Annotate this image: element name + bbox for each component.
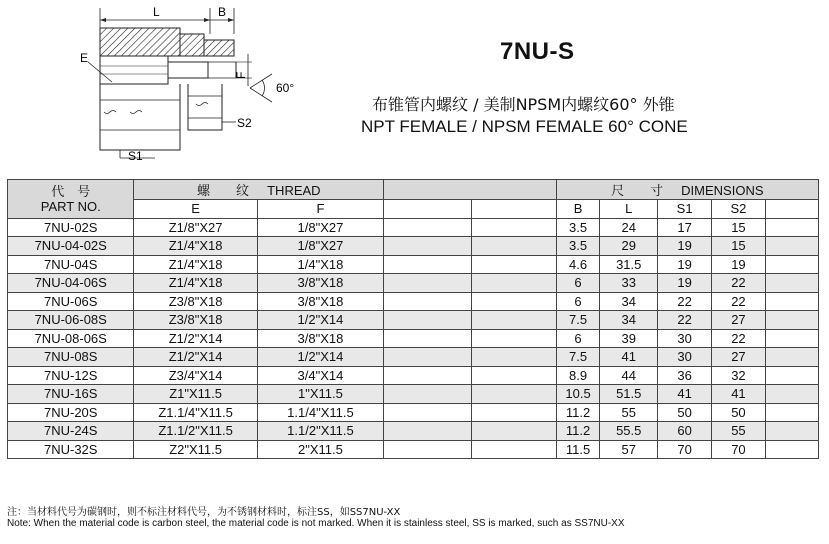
cell-s1: 22 (657, 311, 711, 330)
col-header-f: F (257, 200, 383, 219)
cell-s2: 70 (712, 440, 765, 459)
table-row (8, 403, 819, 422)
cell-blank (471, 403, 556, 422)
cell-blank (765, 366, 818, 385)
cell-thread-e: Z2"X11.5 (134, 440, 257, 459)
cell-part-no: 7NU-04-06S (8, 274, 134, 293)
header-thread-cn: 螺 纹 (197, 183, 250, 198)
col-header-s1: S1 (657, 200, 711, 219)
cell-b: 7.5 (556, 348, 600, 367)
header-blank-1 (384, 180, 556, 200)
cell-part-no: 7NU-32S (8, 440, 134, 459)
product-subtitle-en: NPT FEMALE / NPSM FEMALE 60° CONE (361, 117, 688, 136)
header-part-no (8, 180, 134, 219)
table-row (8, 348, 819, 367)
cell-blank (384, 366, 472, 385)
cell-blank (765, 348, 818, 367)
dim-label-s1: S1 (128, 149, 143, 163)
cell-l: 33 (600, 274, 657, 293)
cell-l: 44 (600, 366, 657, 385)
table-row (8, 274, 819, 293)
header-thread (134, 180, 384, 200)
cell-s1: 41 (657, 385, 711, 404)
cell-blank (765, 385, 818, 404)
col-header-e: E (134, 200, 257, 219)
cell-s2: 15 (712, 218, 765, 237)
cell-thread-f: 3/4"X14 (257, 366, 383, 385)
dim-label-f: F (234, 71, 248, 79)
cell-s1: 17 (657, 218, 711, 237)
table-row (8, 440, 819, 459)
cell-s2: 41 (712, 385, 765, 404)
cell-blank (471, 329, 556, 348)
dim-label-l: L (153, 5, 160, 19)
col-header-blank-a (384, 200, 472, 219)
table-row (8, 255, 819, 274)
cell-thread-e: Z1/8"X27 (134, 218, 257, 237)
cell-thread-e: Z1/4"X18 (134, 274, 257, 293)
cell-s2: 32 (712, 366, 765, 385)
cell-thread-f: 1.1/2"X11.5 (257, 422, 383, 441)
cell-l: 41 (600, 348, 657, 367)
note-cn: 注：当材料代号为碳钢时，则不标注材料代号，为不锈钢材料时，标注SS，如SS7NU-XX (7, 507, 401, 518)
cell-part-no: 7NU-20S (8, 403, 134, 422)
cell-s1: 36 (657, 366, 711, 385)
cell-blank (765, 422, 818, 441)
table-row (8, 329, 819, 348)
cell-blank (471, 218, 556, 237)
cell-thread-f: 1/8"X27 (257, 218, 383, 237)
cell-blank (384, 292, 472, 311)
cell-thread-f: 1/4"X18 (257, 255, 383, 274)
cell-thread-f: 3/8"X18 (257, 292, 383, 311)
cell-s1: 19 (657, 255, 711, 274)
cell-thread-f: 1/2"X14 (257, 311, 383, 330)
col-header-blank-c (765, 200, 818, 219)
cell-thread-f: 3/8"X18 (257, 274, 383, 293)
cell-s2: 22 (712, 292, 765, 311)
cell-part-no: 7NU-04-02S (8, 237, 134, 256)
fitting-drawing (0, 0, 330, 178)
product-title: 7NU-S (500, 38, 575, 65)
cell-b: 6 (556, 274, 600, 293)
header-dim-en: DIMENSIONS (681, 183, 764, 198)
header-thread-en: THREAD (267, 183, 321, 198)
cell-thread-f: 1/8"X27 (257, 237, 383, 256)
cell-thread-f: 1"X11.5 (257, 385, 383, 404)
note-en: Note: When the material code is carbon steel, the material code is not marked. When it is stainless steel, SS is marked, such as SS7NU-XX (7, 518, 625, 529)
header-dim-cn: 尺 寸 (611, 183, 664, 198)
cell-s1: 60 (657, 422, 711, 441)
cell-b: 8.9 (556, 366, 600, 385)
cell-part-no: 7NU-24S (8, 422, 134, 441)
cell-blank (765, 292, 818, 311)
cell-thread-e: Z1/4"X18 (134, 255, 257, 274)
cell-thread-e: Z3/8"X18 (134, 311, 257, 330)
cell-part-no: 7NU-08-06S (8, 329, 134, 348)
table-row (8, 237, 819, 256)
col-header-blank-b (471, 200, 556, 219)
cell-blank (471, 255, 556, 274)
cell-blank (471, 311, 556, 330)
cell-l: 31.5 (600, 255, 657, 274)
cell-blank (471, 348, 556, 367)
cell-part-no: 7NU-16S (8, 385, 134, 404)
cell-s2: 15 (712, 237, 765, 256)
cell-l: 55 (600, 403, 657, 422)
dim-label-b: B (218, 5, 227, 19)
cell-blank (471, 385, 556, 404)
cell-thread-e: Z1"X11.5 (134, 385, 257, 404)
cell-blank (471, 237, 556, 256)
cell-blank (384, 274, 472, 293)
cell-blank (384, 440, 472, 459)
cell-l: 51.5 (600, 385, 657, 404)
col-header-b: B (556, 200, 600, 219)
cell-blank (471, 422, 556, 441)
header-part-cn: 代 号 (51, 183, 91, 199)
cell-l: 24 (600, 218, 657, 237)
cell-part-no: 7NU-08S (8, 348, 134, 367)
cell-thread-e: Z1/2"X14 (134, 348, 257, 367)
dim-label-s2: S2 (237, 116, 252, 130)
cell-s1: 50 (657, 403, 711, 422)
cell-b: 3.5 (556, 218, 600, 237)
table-row (8, 292, 819, 311)
cell-part-no: 7NU-12S (8, 366, 134, 385)
cell-b: 11.2 (556, 422, 600, 441)
cell-blank (384, 255, 472, 274)
cell-s2: 22 (712, 274, 765, 293)
table-row (8, 366, 819, 385)
cell-blank (384, 237, 472, 256)
cell-s1: 70 (657, 440, 711, 459)
cell-blank (384, 385, 472, 404)
cell-s1: 19 (657, 274, 711, 293)
cell-b: 6 (556, 329, 600, 348)
cell-blank (765, 403, 818, 422)
cell-s2: 19 (712, 255, 765, 274)
cell-blank (384, 218, 472, 237)
cell-blank (765, 440, 818, 459)
cell-blank (471, 274, 556, 293)
cell-thread-f: 1/2"X14 (257, 348, 383, 367)
cell-s1: 30 (657, 348, 711, 367)
cell-l: 34 (600, 292, 657, 311)
angle-label: 60° (276, 81, 295, 95)
cell-b: 11.5 (556, 440, 600, 459)
cell-part-no: 7NU-04S (8, 255, 134, 274)
cell-blank (384, 348, 472, 367)
cell-s1: 30 (657, 329, 711, 348)
product-subtitle-cn: 布锥管内螺纹 / 美制NPSM内螺纹60° 外锥 (372, 95, 675, 114)
header-dimensions (556, 180, 818, 200)
dim-label-e: E (80, 51, 89, 65)
cell-s2: 27 (712, 311, 765, 330)
cell-thread-f: 3/8"X18 (257, 329, 383, 348)
cell-blank (384, 311, 472, 330)
cell-blank (471, 440, 556, 459)
cell-part-no: 7NU-02S (8, 218, 134, 237)
fitting-cross-section (0, 0, 330, 178)
cell-blank (384, 329, 472, 348)
cell-thread-e: Z1/2"X14 (134, 329, 257, 348)
cell-b: 10.5 (556, 385, 600, 404)
cell-b: 7.5 (556, 311, 600, 330)
table-row (8, 422, 819, 441)
cell-s2: 55 (712, 422, 765, 441)
cell-b: 4.6 (556, 255, 600, 274)
cell-blank (384, 422, 472, 441)
cell-b: 6 (556, 292, 600, 311)
cell-s2: 27 (712, 348, 765, 367)
cell-s1: 19 (657, 237, 711, 256)
cell-blank (765, 218, 818, 237)
cell-l: 57 (600, 440, 657, 459)
cell-b: 11.2 (556, 403, 600, 422)
cell-part-no: 7NU-06-08S (8, 311, 134, 330)
cell-thread-e: Z1.1/4"X11.5 (134, 403, 257, 422)
cell-s2: 22 (712, 329, 765, 348)
cell-thread-f: 1.1/4"X11.5 (257, 403, 383, 422)
cell-blank (765, 311, 818, 330)
cell-blank (384, 403, 472, 422)
cell-b: 3.5 (556, 237, 600, 256)
cell-thread-e: Z1/4"X18 (134, 237, 257, 256)
cell-blank (765, 274, 818, 293)
cell-l: 29 (600, 237, 657, 256)
col-header-s2: S2 (712, 200, 765, 219)
table-row (8, 311, 819, 330)
cell-thread-e: Z3/8"X18 (134, 292, 257, 311)
cell-blank (765, 255, 818, 274)
cell-blank (765, 237, 818, 256)
header-part-en: PART NO. (40, 198, 101, 214)
cell-part-no: 7NU-06S (8, 292, 134, 311)
cell-blank (471, 366, 556, 385)
cell-blank (471, 292, 556, 311)
cell-s1: 22 (657, 292, 711, 311)
table-header-row-1 (8, 180, 819, 200)
table-body (8, 218, 819, 459)
cell-thread-e: Z3/4"X14 (134, 366, 257, 385)
col-header-l: L (600, 200, 657, 219)
cell-l: 55.5 (600, 422, 657, 441)
cell-thread-f: 2"X11.5 (257, 440, 383, 459)
cell-blank (765, 329, 818, 348)
cell-l: 34 (600, 311, 657, 330)
cell-l: 39 (600, 329, 657, 348)
table-row (8, 218, 819, 237)
table-row (8, 385, 819, 404)
dimensions-table (7, 179, 819, 459)
cell-thread-e: Z1.1/2"X11.5 (134, 422, 257, 441)
cell-s2: 50 (712, 403, 765, 422)
